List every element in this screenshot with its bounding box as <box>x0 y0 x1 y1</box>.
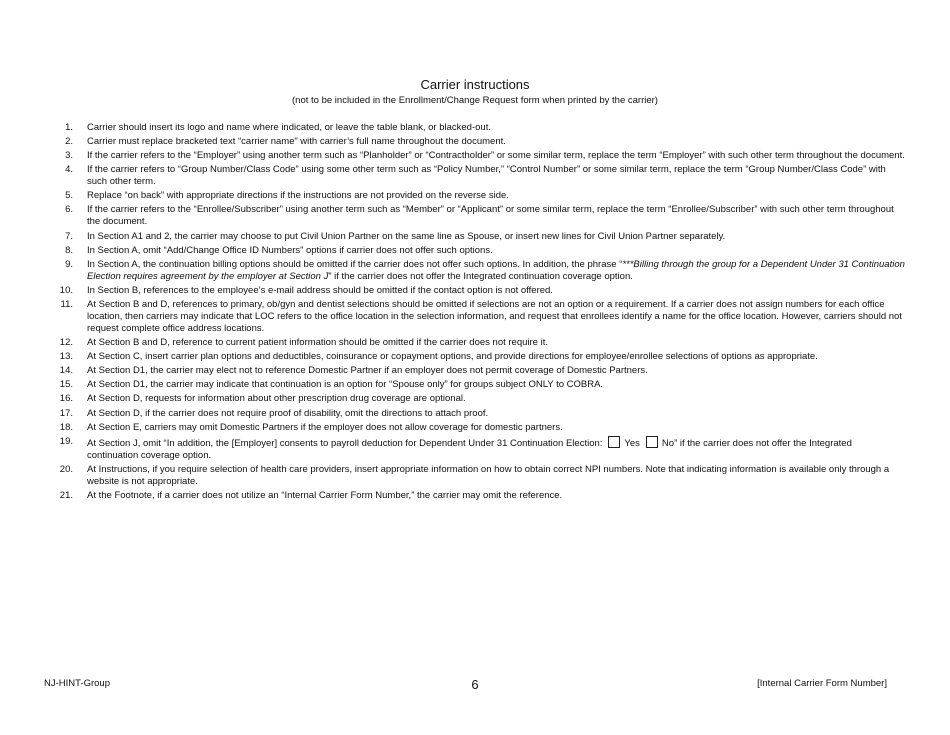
list-item <box>0 285 905 297</box>
list-item <box>0 259 905 283</box>
page-title: Carrier instructions <box>420 77 530 92</box>
item-number: 13. <box>59 351 73 363</box>
item-text: At Section B and D, reference to current patient information should be omitted if the carrier does not require it. <box>87 337 548 349</box>
item-text: At Section B and D, references to primary, ob/gyn and dentist selections should be omitted if selections are not an option or a requirement. If a carrier does not assign numbers for each office location, then carriers may indicate that LOC refers to the office location in the selection information, and request that enrollees identify a name for the office location. However, carriers should not request complete office address locations. <box>87 298 902 334</box>
item-text: In Section B, references to the employee’s e-mail address should be omitted if the contact option is not offered. <box>87 284 553 296</box>
list-item <box>0 190 905 202</box>
item-number: 1. <box>65 122 73 133</box>
item-number: 21. <box>59 489 73 501</box>
list-item <box>0 122 905 134</box>
list-item <box>0 351 905 363</box>
list-item <box>0 231 905 243</box>
list-item <box>0 164 905 188</box>
footer-internal-form-number: [Internal Carrier Form Number] <box>757 678 887 689</box>
item-text: Carrier must replace bracketed text “carrier name” with carrier’s full name throughout the document. <box>87 136 506 148</box>
no-label: No” <box>661 437 678 449</box>
list-item <box>0 490 905 502</box>
item-text: In Section A1 and 2, the carrier may choose to put Civil Union Partner on the same line as Spouse, or insert new lines for Civil Union Partner separately. <box>87 230 726 242</box>
item-number: 18. <box>59 421 73 433</box>
list-item <box>0 436 905 462</box>
item-number: 17. <box>59 407 73 419</box>
footer-form-id: NJ-HINT-Group <box>44 678 110 689</box>
item-number: 11. <box>60 298 73 310</box>
item-text-start: In Section A, the continuation billing options should be omitted if the carrier does not offer such options. In addition, the phrase “ <box>87 258 623 270</box>
list-item <box>0 245 905 257</box>
list-item <box>0 408 905 420</box>
item-text: At Section D1, the carrier may indicate that continuation is an option for “Spouse only” for groups subject ONLY to COBRA. <box>87 379 604 391</box>
item-text: Carrier should insert its logo and name where indicated, or leave the table blank, or blacked-out. <box>87 122 491 133</box>
list-item <box>0 379 905 391</box>
yes-label: Yes <box>624 437 640 449</box>
item-text: At Section D, requests for information about other prescription drug coverage are optional. <box>87 393 466 405</box>
item-text: At Section C, insert carrier plan options and deductibles, coinsurance or copayment options, and provide directions for employee/enrollee selections of options as appropriate. <box>87 351 818 363</box>
instructions-list <box>0 122 905 504</box>
item-text: At Section E, carriers may omit Domestic Partners if the employer does not allow coverage for domestic partners. <box>87 421 563 433</box>
item-text: In Section A, omit “Add/Change Office ID Numbers” options if carrier does not offer such options. <box>87 244 493 256</box>
item-number: 15. <box>59 379 73 391</box>
item-number: 5. <box>65 190 73 202</box>
list-item <box>0 464 905 488</box>
item-text: At Instructions, if you require selection of health care providers, insert appropriate information on how to obtain correct NPI numbers. Note that indicating information is available only through a website is not appropriate. <box>87 463 890 487</box>
list-item <box>0 393 905 405</box>
list-item <box>0 136 905 148</box>
no-checkbox[interactable] <box>646 436 658 448</box>
list-item <box>0 150 905 162</box>
item-text: If the carrier refers to “Group Number/Class Code” using some other term such as “Policy Number,” “Control Number” or some similar term, replace the term “Group Number/Class Code” with such other term. <box>87 164 886 188</box>
page-subtitle: (not to be included in the Enrollment/Change Request form when printed by the carrier) <box>292 95 658 106</box>
yes-checkbox[interactable] <box>608 436 620 448</box>
list-item <box>0 299 905 335</box>
item-text: Replace “on back” with appropriate directions if the instructions are not provided on the reverse side. <box>87 190 509 202</box>
page-number: 6 <box>471 677 479 692</box>
item-number: 7. <box>65 230 73 242</box>
item-number: 4. <box>65 164 73 176</box>
item-number: 10. <box>59 284 73 296</box>
item-text: At the Footnote, if a carrier does not utilize an “Internal Carrier Form Number,” the carrier may omit the reference. <box>87 489 563 501</box>
item-text-start: At Section J, omit “In addition, the [Employer] consents to payroll deduction for Dependent Under 31 Continuation Election: <box>87 437 603 449</box>
item-text: If the carrier refers to the “Enrollee/Subscriber” using another term such as “Member” or “Applicant” or some similar term, replace the term “Enrollee/Subscriber” with such other term throughout the document. <box>87 204 894 228</box>
list-item <box>0 337 905 349</box>
list-item <box>0 422 905 434</box>
item-number: 19. <box>59 435 73 447</box>
item-text-end: if the carrier does not offer the Integrated continuation coverage option. <box>87 437 852 461</box>
item-number: 16. <box>59 393 73 405</box>
item-number: 3. <box>65 150 73 162</box>
item-number: 12. <box>59 337 73 349</box>
item-text-end: ” if the carrier does not offer the Integrated continuation coverage option. <box>328 270 633 282</box>
item-number: 2. <box>65 136 73 148</box>
item-number: 20. <box>59 463 73 475</box>
item-number: 6. <box>65 204 73 216</box>
item-text: If the carrier refers to the “Employer” using another term such as “Planholder” or “Contractholder” or some similar term, replace the term “Employer” with such other term throughout the document. <box>87 150 905 162</box>
item-number: 14. <box>59 365 73 377</box>
item-number: 9. <box>65 258 73 270</box>
item-text: At Section D1, the carrier may elect not to reference Domestic Partner if an employer does not permit coverage of Domestic Partners. <box>87 365 648 377</box>
list-item <box>0 204 905 228</box>
item-number: 8. <box>65 244 73 256</box>
item-text-italic: ***Billing through the group for a Dependent Under 31 Continuation Election requires agreement by the employer at Section J <box>87 258 905 282</box>
list-item <box>0 365 905 377</box>
item-text: At Section D, if the carrier does not require proof of disability, omit the directions to attach proof. <box>87 407 489 419</box>
